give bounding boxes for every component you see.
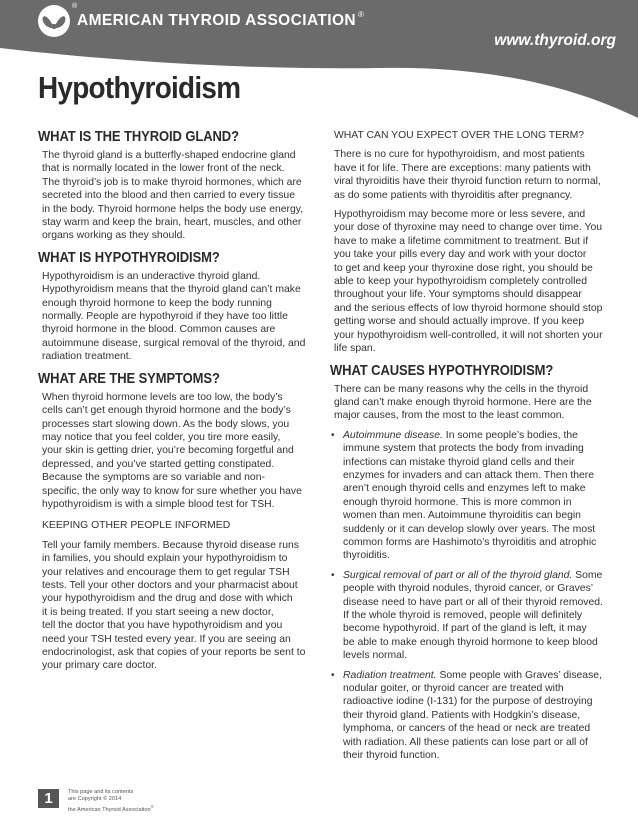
bullet-icon: • bbox=[331, 669, 335, 681]
text-line: radiation treatment. bbox=[42, 351, 132, 363]
text-line: and the serious effects of low thyroid hormone should stop bbox=[334, 302, 603, 314]
text-line: normally. People are hypothyroid if they have too little bbox=[42, 311, 288, 323]
text-line: their thyroid function. bbox=[343, 750, 440, 762]
text-line: When thyroid hormone levels are too low, the body’s bbox=[42, 391, 283, 403]
cause-text: Some people with Graves’ disease, bbox=[436, 669, 602, 681]
text-line: This page and its contents bbox=[68, 789, 134, 795]
text-line: women than men. Autoimmune thyroiditis can begin bbox=[343, 510, 581, 522]
text-line: your skin is getting drier, you’re becoming forgetful and bbox=[42, 445, 294, 457]
text-line: their thyroid gland. Patients with Hodgkin’s disease, bbox=[343, 709, 581, 721]
organization-name bbox=[77, 12, 364, 30]
text-line: hypothyroidism is with a simple blood test for TSH. bbox=[42, 498, 275, 510]
text-line: aren’t enough thyroid cells and enzymes left to make bbox=[343, 483, 586, 495]
right-column bbox=[330, 128, 602, 762]
text-line: endocrinologist, ask that copies of your reports be sent to bbox=[42, 647, 306, 658]
text-line: immune system that protects the body from invading bbox=[343, 443, 584, 455]
text-line: you take your pills every day and work with your doctor bbox=[334, 249, 587, 261]
heading-hypothyroidism: WHAT IS HYPOTHYROIDISM? bbox=[38, 249, 220, 266]
text-line: organs working as they should. bbox=[42, 230, 186, 242]
list-item-surgical-removal bbox=[330, 569, 602, 663]
page-title: Hypothyroidism bbox=[38, 70, 241, 105]
cause-text: In some people’s bodies, the bbox=[442, 429, 578, 441]
cause-term: Autoimmune disease. bbox=[343, 429, 443, 441]
text-line: thyroid hormone in the blood. Common causes are bbox=[42, 324, 276, 336]
text-line: If the whole thyroid is removed, people will definitely bbox=[343, 610, 583, 621]
text-line: gland can’t make enough thyroid hormone. Here are the bbox=[334, 396, 592, 408]
heading-thyroid-gland: WHAT IS THE THYROID GLAND? bbox=[38, 129, 239, 145]
text-line: have to make a lifetime commitment to treatment. But if bbox=[334, 235, 589, 247]
cause-text: Some bbox=[572, 569, 603, 581]
text-line: levels normal. bbox=[343, 650, 408, 662]
text-line bbox=[343, 429, 602, 442]
text-line: major causes, from the most to the least common. bbox=[334, 410, 565, 422]
text-line: cells can’t get enough thyroid hormone and the body’s bbox=[42, 405, 291, 417]
text-line: There is no cure for hypothyroidism, and most patients bbox=[334, 149, 585, 161]
text-line: processes start slowing down. As the body slows, you bbox=[42, 418, 290, 430]
text-line: Hypothyroidism may become more or less severe, and bbox=[334, 209, 586, 221]
text-line: need your TSH tested every year. If you are seeing an bbox=[42, 633, 291, 645]
text-line: your relatives and encourage them to get regular TSH bbox=[42, 566, 290, 578]
text-line: tests. Tell your other doctors and your pharmacist about bbox=[42, 579, 298, 591]
text-line: infections can mistake thyroid gland cells and their bbox=[343, 456, 575, 468]
text-line: getting worse and should actually improve. If you keep bbox=[334, 316, 585, 328]
paragraph-causes-intro bbox=[330, 383, 602, 423]
text-line: your hypothyroidism and the drug and dose with which bbox=[42, 593, 293, 605]
text-line: thyroiditis. bbox=[343, 550, 390, 562]
text-line: enzymes for invaders and can attack them. Then there bbox=[343, 469, 595, 481]
text-line: There can be many reasons why the cells in the thyroid bbox=[334, 383, 589, 395]
text-line bbox=[343, 569, 602, 582]
text-line: The thyroid gland is a butterfly-shaped endocrine gland bbox=[42, 150, 296, 161]
text-line: common forms are Hashimoto’s thyroiditis and atrophic bbox=[343, 536, 597, 548]
text-line: as do some patients with thyroiditis after pregnancy. bbox=[334, 189, 573, 201]
copyright-notice bbox=[68, 789, 154, 814]
text-line: enough thyroid hormone to keep the body running bbox=[42, 297, 272, 309]
copyright-registered-mark: ® bbox=[150, 804, 154, 809]
cause-term: Radiation treatment. bbox=[343, 669, 437, 681]
text-line: throughout your life. Your symptoms should disappear bbox=[334, 289, 582, 301]
text-line: are Copyright © 2014 bbox=[68, 796, 122, 802]
cause-term: Surgical removal of part or all of the thyroid gland. bbox=[343, 569, 573, 581]
bullet-icon: • bbox=[331, 569, 335, 581]
text-line: your dose of thyroxine may need to change over time. You bbox=[334, 222, 603, 234]
text-line: with radiation. All these patients can lose part or all of bbox=[343, 736, 588, 748]
text-line: tell the doctor that you have hypothyroidism and you bbox=[42, 620, 283, 632]
text-line: to get and keep your thyroxine dose right, you should be bbox=[334, 262, 593, 274]
text-line: in families, you should explain your hypothyroidism to bbox=[42, 553, 288, 565]
copyright-holder: the American Thyroid Association bbox=[68, 806, 151, 813]
text-line: depressed, and you’ve started getting constipated. bbox=[42, 458, 275, 470]
list-item-autoimmune bbox=[330, 429, 602, 563]
text-line bbox=[68, 803, 154, 814]
text-line: The thyroid’s job is to make thyroid hormones, which are bbox=[42, 176, 302, 188]
text-line: Hypothyroidism means that the thyroid gland can’t make bbox=[42, 284, 301, 296]
causes-list bbox=[330, 429, 602, 763]
text-line: suddenly or it can develop slowly over years. The most bbox=[343, 523, 596, 535]
page-number: 1 bbox=[38, 789, 59, 808]
text-line: disease need to have part or all of their thyroid removed. bbox=[343, 596, 603, 608]
text-line: secreted into the blood and then carried to every tissue bbox=[42, 190, 295, 202]
registered-mark: ® bbox=[358, 10, 365, 19]
text-line: stay warm and keep the brain, heart, muscles, and other bbox=[42, 217, 302, 229]
paragraph-hypothyroidism bbox=[38, 270, 304, 364]
text-line: enough thyroid hormone. This is more common in bbox=[343, 496, 572, 508]
text-line: nodular goiter, or thyroid cancer are treated with bbox=[343, 683, 564, 695]
paragraph-long-term-2 bbox=[330, 208, 602, 355]
thyroid-butterfly-logo-icon bbox=[37, 4, 71, 38]
paragraph-thyroid-gland bbox=[38, 149, 304, 243]
website-link[interactable]: www.thyroid.org bbox=[494, 32, 616, 49]
text-line: Tell your family members. Because thyroid disease runs bbox=[42, 539, 299, 551]
text-line: your hypothyroidism well-controlled, it will not shorten your bbox=[334, 329, 603, 341]
bullet-icon: • bbox=[331, 429, 335, 441]
text-line: your primary care doctor. bbox=[42, 660, 157, 672]
text-line: specific, the only way to know for sure whether you have bbox=[42, 485, 302, 497]
text-line: it is being treated. If you start seeing a new doctor, bbox=[42, 606, 274, 618]
text-line: Because the symptoms are so variable and non- bbox=[42, 472, 265, 484]
text-line: Hypothyroidism is an underactive thyroid gland. bbox=[42, 270, 261, 282]
organization-name-text: AMERICAN THYROID ASSOCIATION bbox=[77, 12, 357, 29]
text-line: able to keep your hypothyroidism completely controlled bbox=[334, 276, 587, 288]
text-line bbox=[343, 669, 602, 682]
paragraph-symptoms bbox=[38, 391, 304, 512]
paragraph-keeping-others-informed bbox=[38, 539, 304, 673]
logo-registered-mark: ® bbox=[72, 3, 78, 10]
text-line: in the body. Thyroid hormone helps the body use energy, bbox=[42, 203, 304, 215]
text-line: people with thyroid nodules, thyroid cancer, or Graves’ bbox=[343, 583, 594, 595]
text-line: viral thyroiditis have their thyroid function return to normal, bbox=[334, 176, 601, 188]
heading-symptoms: WHAT ARE THE SYMPTOMS? bbox=[38, 370, 220, 387]
heading-causes: WHAT CAUSES HYPOTHYROIDISM? bbox=[330, 362, 554, 379]
text-line: that is normally located in the lower front of the neck. bbox=[42, 163, 285, 175]
heading-keeping-others-informed: KEEPING OTHER PEOPLE INFORMED bbox=[42, 520, 231, 532]
text-line: radioactive iodine (I-131) for the purpose of destroying bbox=[343, 696, 593, 708]
list-item-radiation bbox=[330, 669, 602, 763]
text-line: have it for life. There are exceptions: many patients with bbox=[334, 162, 591, 174]
text-line: may notice that you feel colder, you tire more easily, bbox=[42, 431, 281, 443]
paragraph-long-term-1 bbox=[330, 148, 602, 202]
text-line: autoimmune disease, surgical removal of the thyroid, and bbox=[42, 337, 306, 349]
text-line: lymphoma, or cancers of the head or neck are treated bbox=[343, 723, 591, 735]
heading-long-term: WHAT CAN YOU EXPECT OVER THE LONG TERM? bbox=[334, 130, 585, 141]
left-column bbox=[38, 128, 304, 673]
text-line: life span. bbox=[334, 343, 376, 355]
text-line: be able to make enough thyroid hormone to keep blood bbox=[343, 636, 598, 648]
text-line: become hypothyroid. If part of the gland is left, it may bbox=[343, 623, 587, 635]
